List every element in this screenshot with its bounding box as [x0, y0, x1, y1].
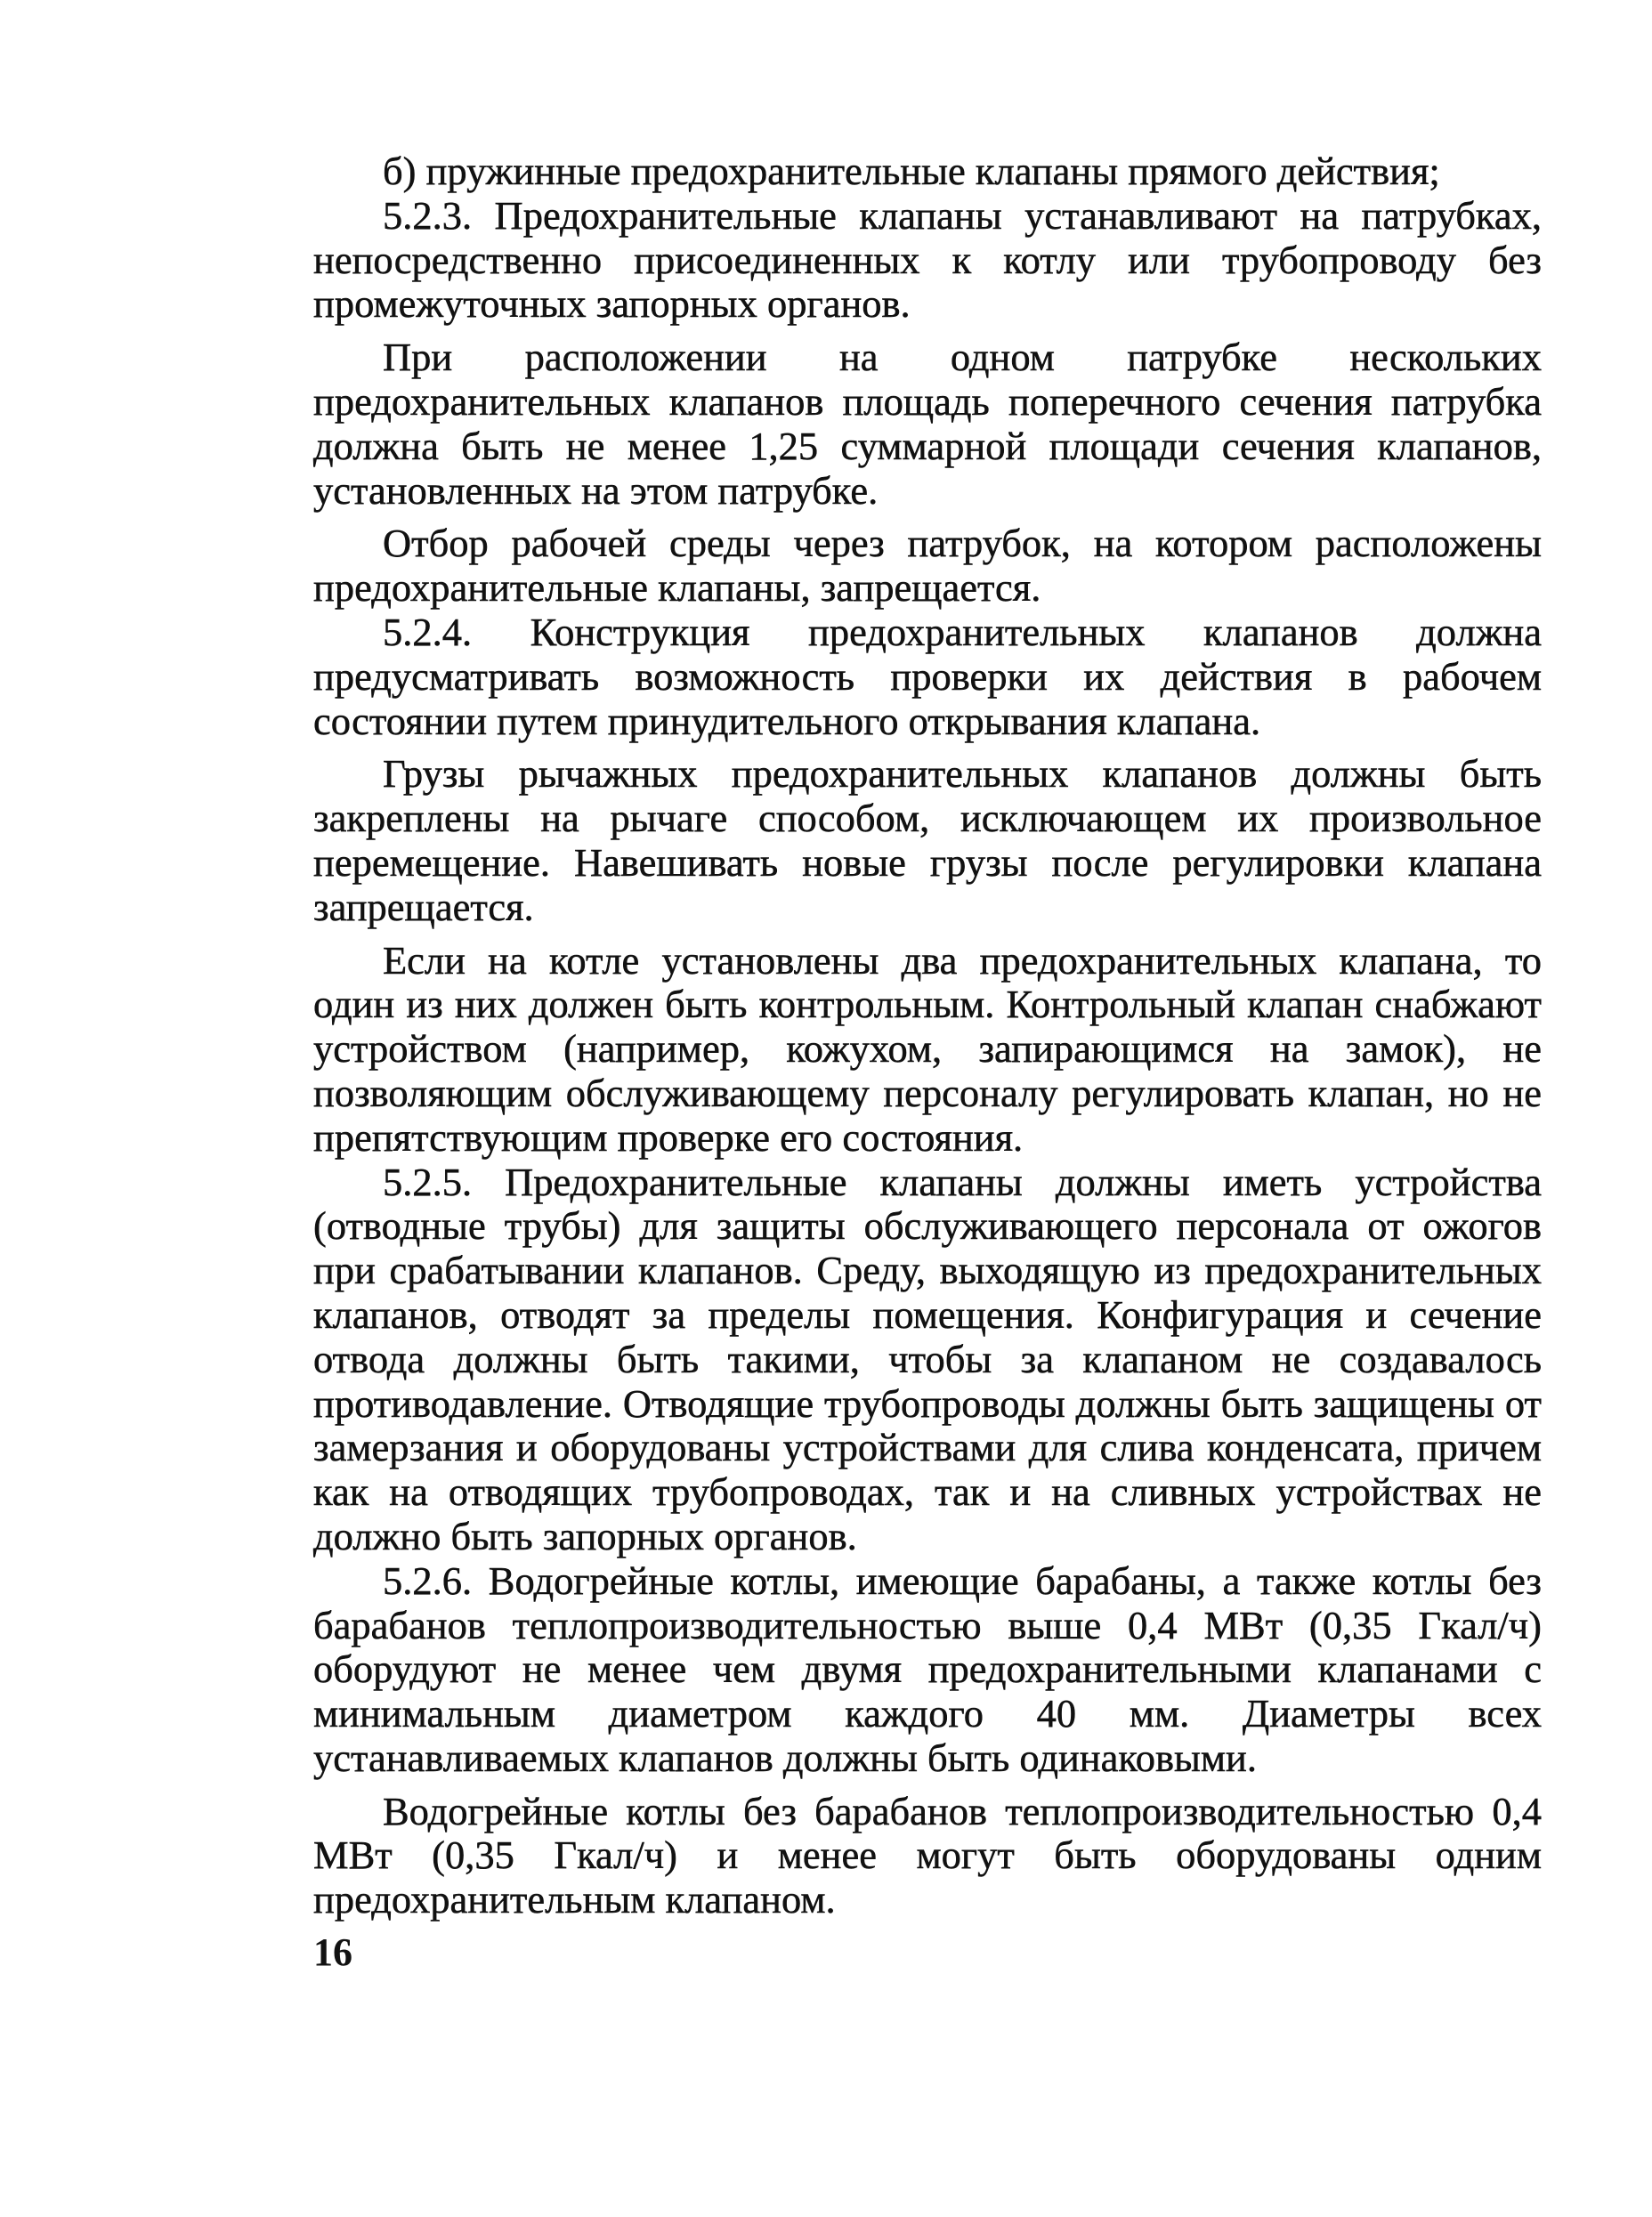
paragraph-8: 5.2.5. Предохранительные клапаны должны иметь устройства (отводные трубы) для защиты обслуживающего персонала от ожогов при срабатывании клапанов. Среду, выходящую из предохранительных клапанов, отводят за пределы помещения. Конфигурация и сечение отвода должны быть такими, чтобы за клапаном не создавалось противодавление. Отводящие трубопроводы должны быть защищены от замерзания и оборудованы устройствами для слива конденсата, причем как на отводящих трубопроводах, так и на сливных устройствах не должно быть запорных органов.	[313, 1159, 1542, 1558]
paragraph-4: Отбор рабочей среды через патрубок, на котором расположены предохранительные клапаны, запрещается.	[313, 521, 1542, 611]
page-number: 16	[313, 1930, 352, 1974]
body-text	[313, 150, 1542, 1922]
paragraph-7: Если на котле установлены два предохранительных клапана, то один из них должен быть контрольным. Контрольный клапан снабжают устройством (например, кожухом, запирающимся на замок), не позволяющим обслуживающему персоналу регулировать клапан, но не препятствующим проверке его состояния.	[313, 937, 1542, 1160]
paragraph-6: Грузы рычажных предохранительных клапанов должны быть закреплены на рычаге способом, исключающем их произвольное перемещение. Навешивать новые грузы после регулировки клапана запрещается.	[313, 751, 1542, 929]
paragraph-5: 5.2.4. Конструкция предохранительных клапанов должна предусматривать возможность проверки их действия в рабочем состоянии путем принудительного открывания клапана.	[313, 609, 1542, 743]
paragraph-9: 5.2.6. Водогрейные котлы, имеющие барабаны, а также котлы без барабанов теплопроизводительностью выше 0,4 МВт (0,35 Гкал/ч) оборудуют не менее чем двумя предохранительными клапанами с минимальным диаметром каждого 40 мм. Диаметры всех устанавливаемых клапанов должны быть одинаковыми.	[313, 1558, 1542, 1780]
paragraph-1: б) пружинные предохранительные клапаны прямого действия;	[383, 149, 1440, 193]
paragraph-3: При расположении на одном патрубке нескольких предохранительных клапанов площадь поперечного сечения патрубка должна быть не менее 1,25 суммарной площади сечения клапанов, установленных на этом патрубке.	[313, 335, 1542, 513]
paragraph-2: 5.2.3. Предохранительные клапаны устанавливают на патрубках, непосредственно присоединенных к котлу или трубопроводу без промежуточных запорных органов.	[313, 192, 1542, 327]
paragraph-10: Водогрейные котлы без барабанов теплопроизводительностью 0,4 МВт (0,35 Гкал/ч) и менее могут быть оборудованы одним предохранительным клапаном.	[313, 1788, 1542, 1922]
